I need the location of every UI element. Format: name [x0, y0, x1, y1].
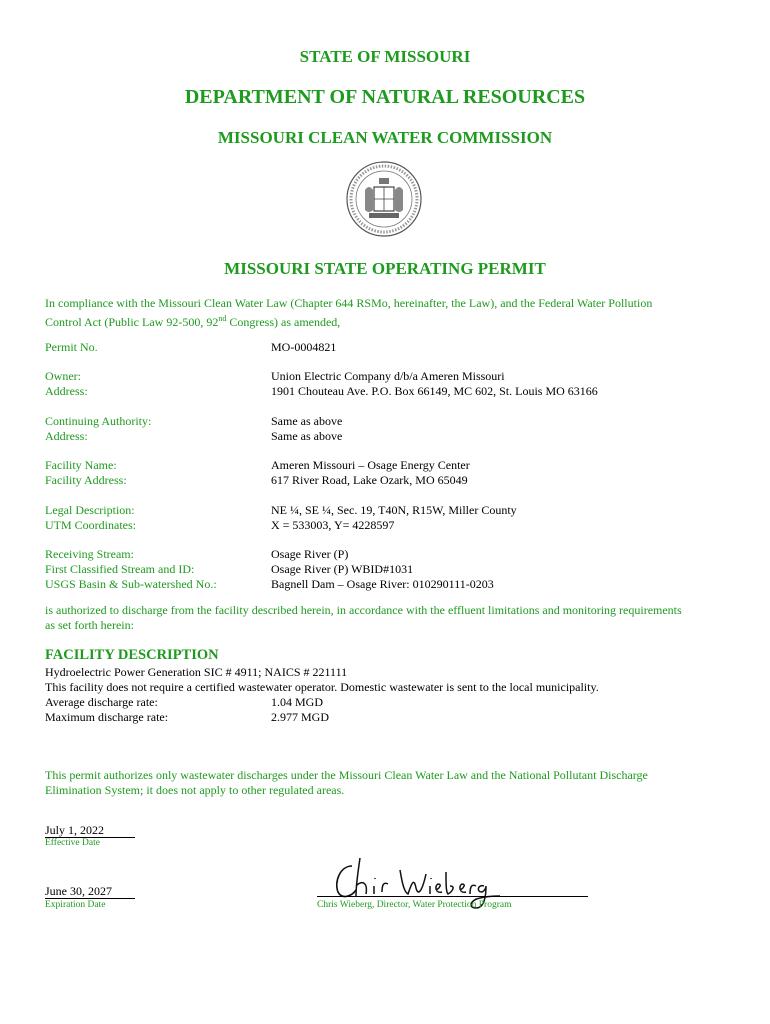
facility-description-heading: FACILITY DESCRIPTION [45, 647, 219, 663]
effective-date: July 1, 2022 [45, 823, 135, 838]
owner-value: Union Electric Company d/b/a Ameren Missouri [271, 369, 505, 383]
expiration-date: June 30, 2027 [45, 884, 135, 899]
commission-title: MISSOURI CLEAN WATER COMMISSION [217, 128, 553, 147]
permit-no-label: Permit No. [45, 340, 98, 354]
facility-name-label: Facility Name: [45, 458, 117, 472]
owner-address-label: Address: [45, 384, 88, 398]
permit-no-value: MO-0004821 [271, 340, 337, 354]
continuing-address-value: Same as above [271, 429, 343, 443]
expiration-date-label: Expiration Date [45, 900, 106, 910]
signature-line [317, 896, 588, 897]
continuing-label: Continuing Authority: [45, 414, 152, 428]
facility-address-value: 617 River Road, Lake Ozark, MO 65049 [271, 473, 468, 487]
permit-title: MISSOURI STATE OPERATING PERMIT [224, 259, 546, 278]
max-discharge-label: Maximum discharge rate: [45, 710, 169, 724]
authorized-text: is authorized to discharge from the facility described herein, in accordance with the effluent limitations and monitoring requirements as set forth herein: [45, 603, 682, 632]
classified-value: Osage River (P) WBID#1031 [271, 562, 414, 576]
continuing-address-label: Address: [45, 429, 88, 443]
utm-label: UTM Coordinates: [45, 518, 136, 532]
facility-sic-line: Hydroelectric Power Generation SIC # 4911; NAICS # 221111 [45, 665, 348, 679]
owner-address-value: 1901 Chouteau Ave. P.O. Box 66149, MC 602, St. Louis MO 63166 [271, 384, 598, 398]
usgs-value: Bagnell Dam – Osage River: 010290111-0203 [271, 577, 494, 591]
receiving-value: Osage River (P) [271, 547, 349, 561]
avg-discharge-value: 1.04 MGD [271, 695, 324, 709]
facility-address-label: Facility Address: [45, 473, 127, 487]
state-title: STATE OF MISSOURI [299, 47, 471, 66]
utm-value: X = 533003, Y= 4228597 [271, 518, 395, 532]
state-seal-icon [345, 160, 423, 238]
usgs-label: USGS Basin & Sub-watershed No.: [45, 577, 217, 591]
intro-text: In compliance with the Missouri Clean Water Law (Chapter 644 RSMo, hereinafter, the Law), and the Federal Water Pollution Control Act (Public Law 92-500, 92nd Congress) as amended, [45, 296, 653, 329]
receiving-label: Receiving Stream: [45, 547, 134, 561]
effective-date-label: Effective Date [45, 838, 100, 848]
continuing-value: Same as above [271, 414, 343, 428]
department-title: DEPARTMENT OF NATURAL RESOURCES [184, 86, 586, 108]
signer-name: Chris Wieberg, Director, Water Protection Program [317, 900, 512, 910]
legal-value: NE ¼, SE ¼, Sec. 19, T40N, R15W, Miller County [271, 503, 517, 517]
owner-label: Owner: [45, 369, 81, 383]
facility-operator-line: This facility does not require a certified wastewater operator. Domestic wastewater is sent to the local municipality. [45, 680, 599, 694]
avg-discharge-label: Average discharge rate: [45, 695, 158, 709]
max-discharge-value: 2.977 MGD [271, 710, 330, 724]
facility-name-value: Ameren Missouri – Osage Energy Center [271, 458, 470, 472]
legal-label: Legal Description: [45, 503, 135, 517]
classified-label: First Classified Stream and ID: [45, 562, 195, 576]
notice-text: This permit authorizes only wastewater discharges under the Missouri Clean Water Law and the National Pollutant Discharge Elimination System; it does not apply to other regulated areas. [45, 768, 648, 797]
